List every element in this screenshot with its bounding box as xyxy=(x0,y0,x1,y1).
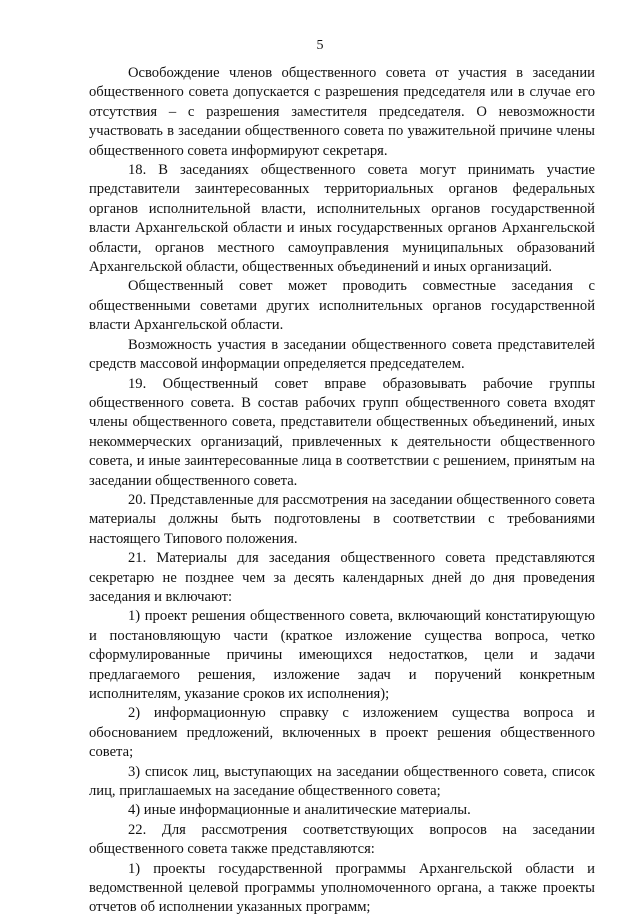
paragraph-joint-meetings: Общественный совет может проводить совместные заседания с общественными советами других исполнительных органов государственной власти Архангельской области. xyxy=(89,278,595,334)
document-body xyxy=(89,64,595,918)
paragraph-20-materials: 20. Представленные для рассмотрения на заседании общественного совета материалы должны быть подготовлены в соответствии с требованиями настоящего Типового положения. xyxy=(89,491,595,547)
paragraph-19-working-groups: 19. Общественный совет вправе образовывать рабочие группы общественного совета. В состав рабочих групп общественного совета входят члены общественного совета, представители общественных объединений, иных некоммерческих организаций, привлеченных к деятельности общественного совета, и иные заинтересованные лица в соответствии с решением, принятым на заседании общественного совета. xyxy=(89,375,595,489)
list-item-21-3: 3) список лиц, выступающих на заседании общественного совета, список лиц, приглашаемых на заседание общественного совета; xyxy=(89,763,595,800)
list-item-21-1: 1) проект решения общественного совета, включающий констатирующую и постановляющую части (краткое изложение существа вопроса, четко сформулированные причины имеющихся недостатков, цели и задачи предлагаемого решения, изложение задач и поручений конкретным исполнителям, указание сроков их исполнения); xyxy=(89,608,595,702)
paragraph-21-materials-submission: 21. Материалы для заседания общественного совета представляются секретарю не позднее чем за десять календарных дней до дня проведения заседания и включают: xyxy=(89,550,595,605)
page-number: 5 xyxy=(316,38,324,53)
paragraph-18-participants: 18. В заседаниях общественного совета могут принимать участие представители заинтересованных территориальных органов федеральных органов исполнительной власти, исполнительных органов государственной власти Архангельской области и иных государственных органов Архангельской области, органов местного самоуправления муниципальных образований Архангельской области, общественных объединений и иных организаций. xyxy=(89,162,595,276)
list-item-22-1: 1) проекты государственной программы Архангельской области и ведомственной целевой программы уполномоченного органа, а также проекты отчетов об исполнении указанных программ; xyxy=(89,860,595,916)
list-item-21-2: 2) информационную справку с изложением существа вопроса и обоснованием предложений, включенных в проект решения общественного совета; xyxy=(89,705,595,761)
paragraph-media-participation: Возможность участия в заседании общественного совета представителей средств массовой информации определяется председателем. xyxy=(89,336,595,373)
paragraph-22-additional: 22. Для рассмотрения соответствующих вопросов на заседании общественного совета также представляются: xyxy=(89,821,595,858)
list-item-21-4: 4) иные информационные и аналитические материалы. xyxy=(128,802,471,819)
paragraph-member-absence: Освобождение членов общественного совета от участия в заседании общественного совета допускается с разрешения председателя или в случае его отсутствия – с разрешения заместителя председателя. О невозможности участвовать в заседании общественного совета по уважительной причине члены общественного совета информируют секретаря. xyxy=(89,65,595,159)
